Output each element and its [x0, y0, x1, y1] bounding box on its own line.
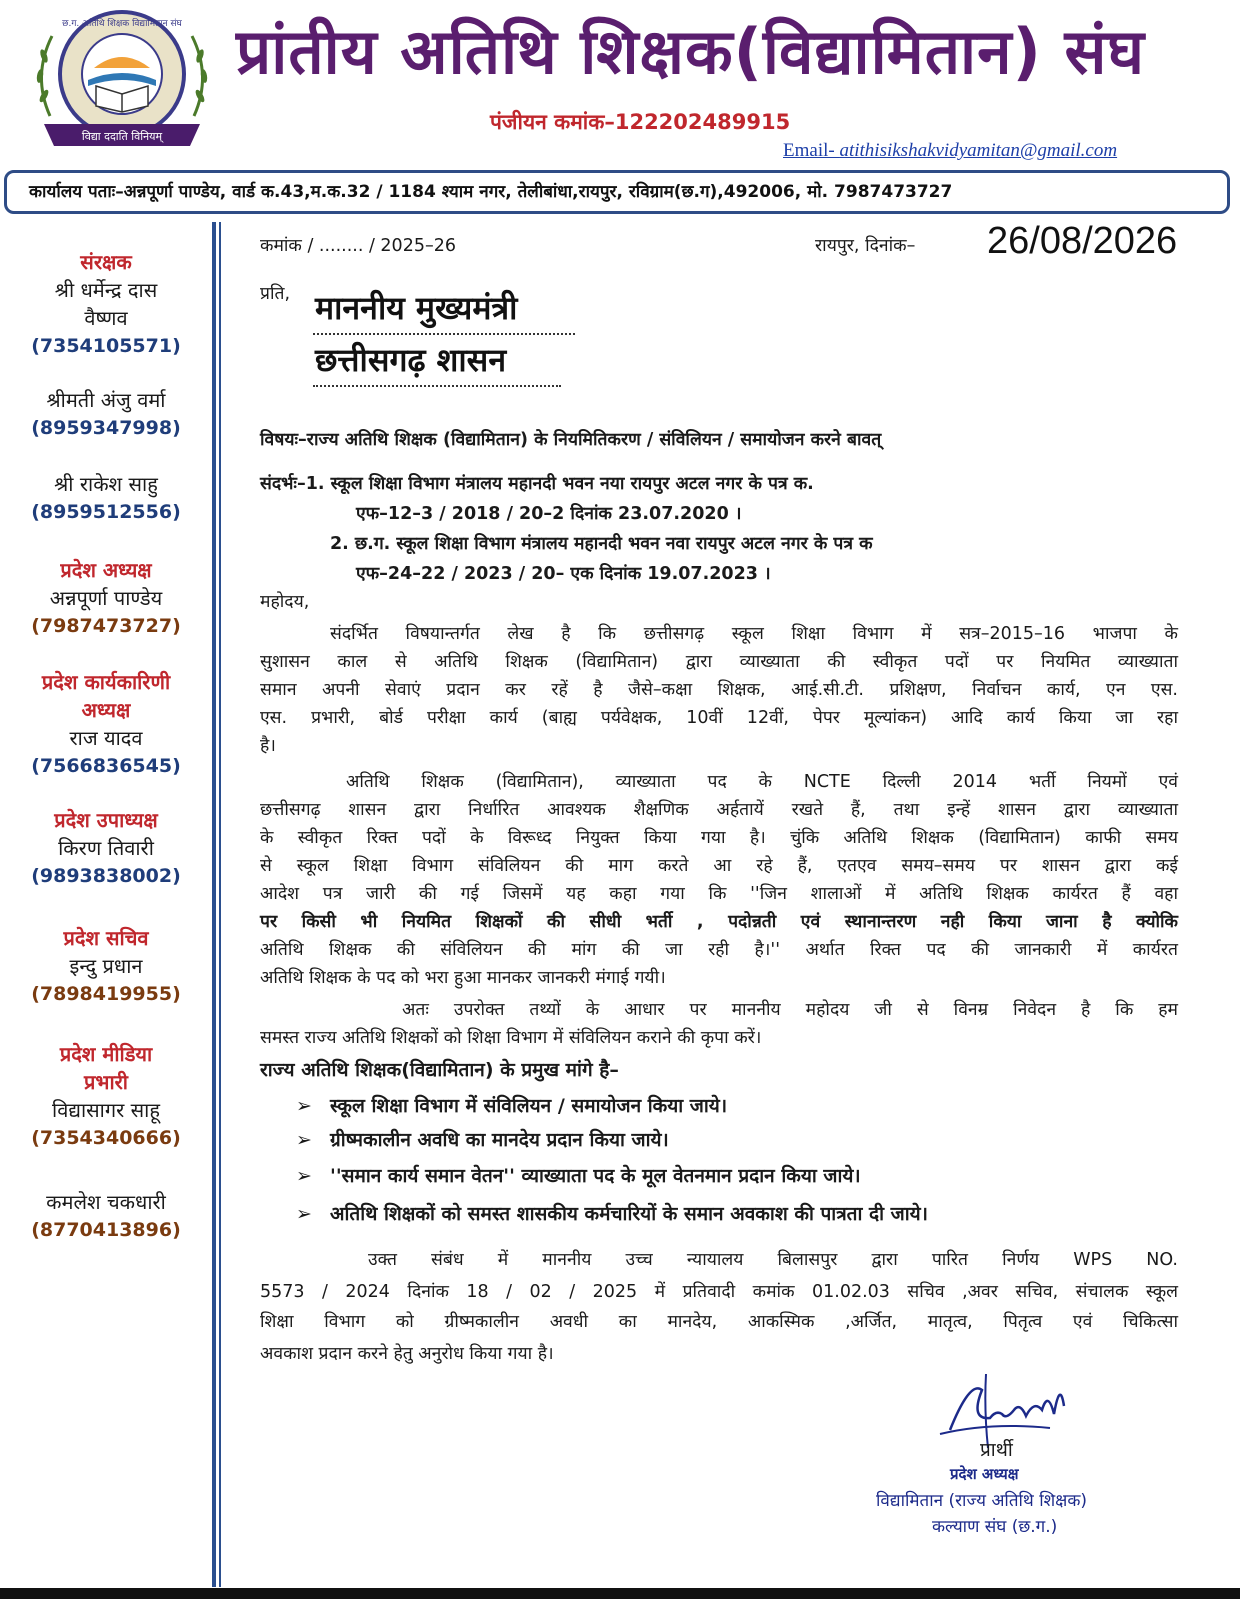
to-label: प्रति,	[260, 284, 291, 304]
bottom-border	[0, 1588, 1240, 1599]
addressee-underline-2	[313, 385, 561, 387]
member-media-incharge: प्रदेश मीडिया प्रभारी विद्यासागर साहू (7354340666)	[31, 1042, 181, 1149]
member-patron-1: संरक्षक श्री धर्मेन्द्र दास वैष्णव (7354105571)	[31, 250, 181, 357]
member-president: प्रदेश अध्यक्ष अन्नपूर्णा पाण्डेय (7987473727)	[31, 558, 181, 637]
email-line[interactable]	[783, 140, 1117, 162]
organisation-title: प्रांतीय अतिथि शिक्षक(विद्यामितान) संघ	[236, 15, 1145, 88]
applicant-label: प्रार्थी	[980, 1439, 1013, 1461]
reference-1-line-2: एफ–12–3 / 2018 / 20–2 दिनांक 23.07.2020 ।	[356, 504, 742, 524]
member-vice-president: प्रदेश उपाध्यक्ष किरण तिवारी (9893838002)	[31, 808, 181, 887]
member-patron-2: श्रीमती अंजु वर्मा (8959347998)	[31, 388, 181, 439]
reference-1-line-1: संदर्भः–1. स्कूल शिक्षा विभाग मंत्रालय महानदी भवन नया रायपुर अटल नगर के पत्र क.	[260, 474, 814, 494]
place-date-label: रायपुर, दिनांक–	[815, 236, 916, 256]
reference-2-line-1: 2. छ.ग. स्कूल शिक्षा विभाग मंत्रालय महानदी भवन नवा रायपुर अटल नगर के पत्र क	[330, 534, 873, 554]
signatory-org-line-1: विद्यामितान (राज्य अतिथि शिक्षक)	[876, 1491, 1088, 1511]
demand-item: ➢ ग्रीष्मकालीन अवधि का मानदेय प्रदान किया जाये।	[296, 1129, 669, 1151]
email-address[interactable]: atithisikshakvidyamitan@gmail.com	[839, 140, 1118, 161]
arrow-icon: ➢	[296, 1095, 312, 1117]
member-kamlesh: कमलेश चकधारी (8770413896)	[31, 1190, 181, 1241]
addressee-underline-1	[313, 333, 575, 335]
letterhead	[0, 0, 1240, 165]
letter-date: 26/08/2026	[987, 220, 1178, 262]
arrow-icon: ➢	[296, 1203, 312, 1225]
signatory-designation: प्रदेश अध्यक्ष	[950, 1465, 1019, 1483]
union-logo	[22, 6, 222, 156]
member-patron-3: श्री राकेश साहु (8959512556)	[31, 472, 181, 523]
addressee-line-2: छत्तीसगढ़ शासन	[315, 341, 507, 379]
member-secretary: प्रदेश सचिव इन्दु प्रधान (7898419955)	[31, 926, 181, 1005]
sidebar-divider-thin	[219, 222, 221, 1587]
member-executive-president: प्रदेश कार्यकारिणी अध्यक्ष राज यादव (7566836545)	[31, 670, 181, 777]
office-address: कार्यालय पताः–अन्नपूर्णा पाण्डेय, वार्ड क.43,म.क.32 / 1184 श्याम नगर, तेलीबांधा,रायपुर, रविग्राम(छ.ग),492006, मो. 7987473727	[4, 170, 1230, 214]
sidebar-divider	[212, 222, 216, 1587]
arrow-icon: ➢	[296, 1129, 312, 1151]
registration-number: पंजीयन कमांक–12220248991‍5	[490, 110, 791, 134]
signatory-org-line-2: कल्याण संघ (छ.ग.)	[932, 1517, 1058, 1537]
reference-number: कमांक / ........ / 2025–26	[260, 236, 456, 256]
demand-item: ➢ स्कूल शिक्षा विभाग में संविलियन / समायोजन किया जाये।	[296, 1095, 728, 1117]
signature-block	[870, 1370, 1170, 1550]
svg-text:विद्या ददाति विनियम्: विद्या ददाति विनियम्	[81, 130, 163, 143]
demand-item: ➢ ''समान कार्य समान वेतन'' व्याख्याता पद के मूल वेतनमान प्रदान किया जाये।	[296, 1165, 861, 1187]
reference-2-line-2: एफ–24–22 / 2023 / 20– एक दिनांक 19.07.2023 ।	[356, 564, 771, 584]
subject-line: विषयः–राज्य अतिथि शिक्षक (विद्यामितान) के नियमितिकरण / संविलियन / समायोजन करने बावत्	[260, 430, 882, 450]
demand-item: ➢ अतिथि शिक्षकों को समस्त शासकीय कर्मचारियों के समान अवकाश की पात्रता दी जाये।	[296, 1203, 928, 1225]
salutation: महोदय,	[260, 592, 310, 612]
svg-text:छ.ग. अतिथि शिक्षक विद्यामितान: छ.ग. अतिथि शिक्षक विद्यामितान संघ	[62, 19, 182, 29]
arrow-icon: ➢	[296, 1165, 312, 1187]
addressee-line-1: माननीय मुख्यमंत्री	[315, 289, 518, 327]
demands-heading: राज्य अतिथि शिक्षक(विद्यामितान) के प्रमुख मांगे है–	[260, 1059, 619, 1081]
email-label: Email-	[783, 140, 840, 161]
